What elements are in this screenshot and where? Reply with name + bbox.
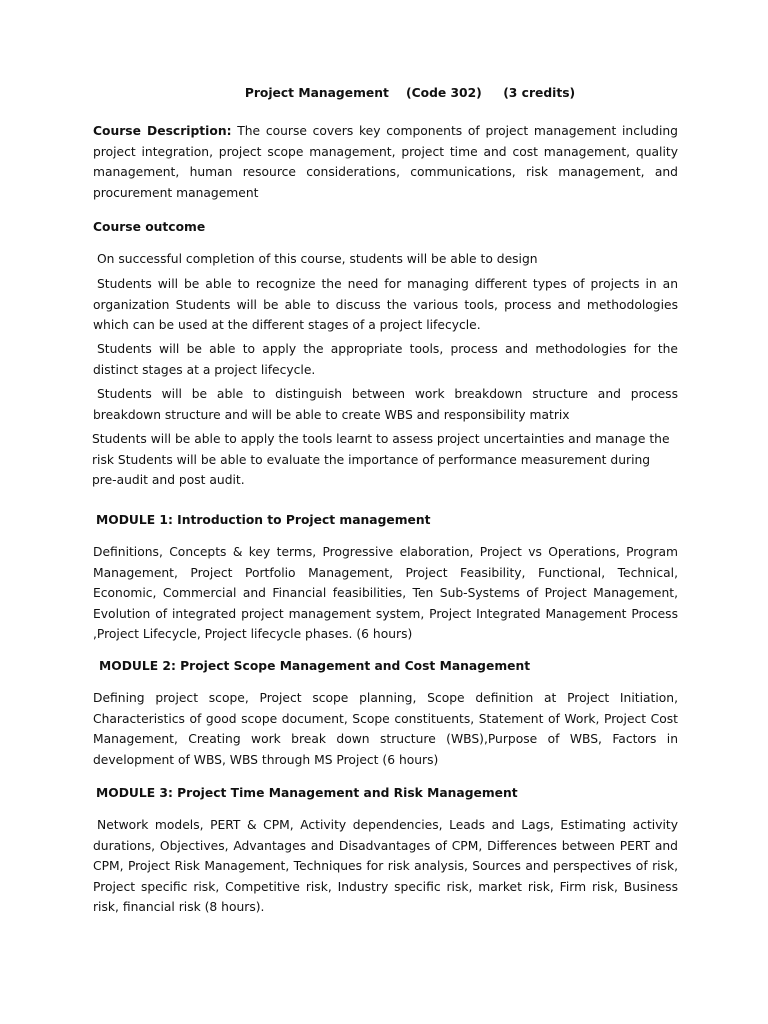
module-1-heading: MODULE 1: Introduction to Project management xyxy=(96,513,431,527)
module-2-body: Defining project scope, Project scope planning, Scope definition at Project Initiation, Characteristics of good scope document, Scope constituents, Statement of Work, Project Cost Management, Creating work break down structure (WBS),Purpose of WBS, Factors in development of WBS, WBS through MS Project (6 hours) xyxy=(93,691,678,767)
module-3-heading: MODULE 3: Project Time Management and Risk Management xyxy=(96,786,518,800)
outcome-item: Students will be able to distinguish between work breakdown structure and process breakdown structure and will be able to create WBS and responsibility matrix xyxy=(93,387,678,422)
course-description-text: The course covers key components of project management including project integration, project scope management, project time and cost management, quality management, human resource considerations, communications, risk management, and procurement management xyxy=(93,124,678,200)
module-2-heading: MODULE 2: Project Scope Management and Cost Management xyxy=(99,659,531,673)
course-description-label: Course Description: xyxy=(93,124,232,138)
outcome-item: Students will be able to apply the tools learnt to assess project uncertainties and manage the risk Students will be able to evaluate the importance of performance measurement during pre-audit and post audit. xyxy=(92,432,670,487)
outcome-item: Students will be able to apply the appropriate tools, process and methodologies for the distinct stages at a project lifecycle. xyxy=(93,342,678,377)
course-description xyxy=(93,121,678,203)
outcome-item: Students will be able to recognize the need for managing different types of projects in an organization Students will be able to discuss the various tools, process and methodologies which can be used at the different stages of a project lifecycle. xyxy=(93,277,678,332)
module-3-body: Network models, PERT & CPM, Activity dependencies, Leads and Lags, Estimating activity durations, Objectives, Advantages and Disadvantages of CPM, Differences between PERT and CPM, Project Risk Management, Techniques for risk analysis, Sources and perspectives of risk, Project specific risk, Competitive risk, Industry specific risk, market risk, Firm risk, Business risk, financial risk (8 hours). xyxy=(93,818,678,914)
course-outcome-heading: Course outcome xyxy=(93,220,206,234)
outcome-intro: On successful completion of this course, students will be able to design xyxy=(97,252,538,266)
course-title: Project Management (Code 302) (3 credits) xyxy=(244,86,576,100)
module-1-body: Definitions, Concepts & key terms, Progressive elaboration, Project vs Operations, Program Management, Project Portfolio Management, Project Feasibility, Functional, Technical, Economic, Commercial and Financial feasibilities, Ten Sub-Systems of Project Management, Evolution of integrated project management system, Project Integrated Management Process ,Project Lifecycle, Project lifecycle phases. (6 hours) xyxy=(93,545,678,641)
